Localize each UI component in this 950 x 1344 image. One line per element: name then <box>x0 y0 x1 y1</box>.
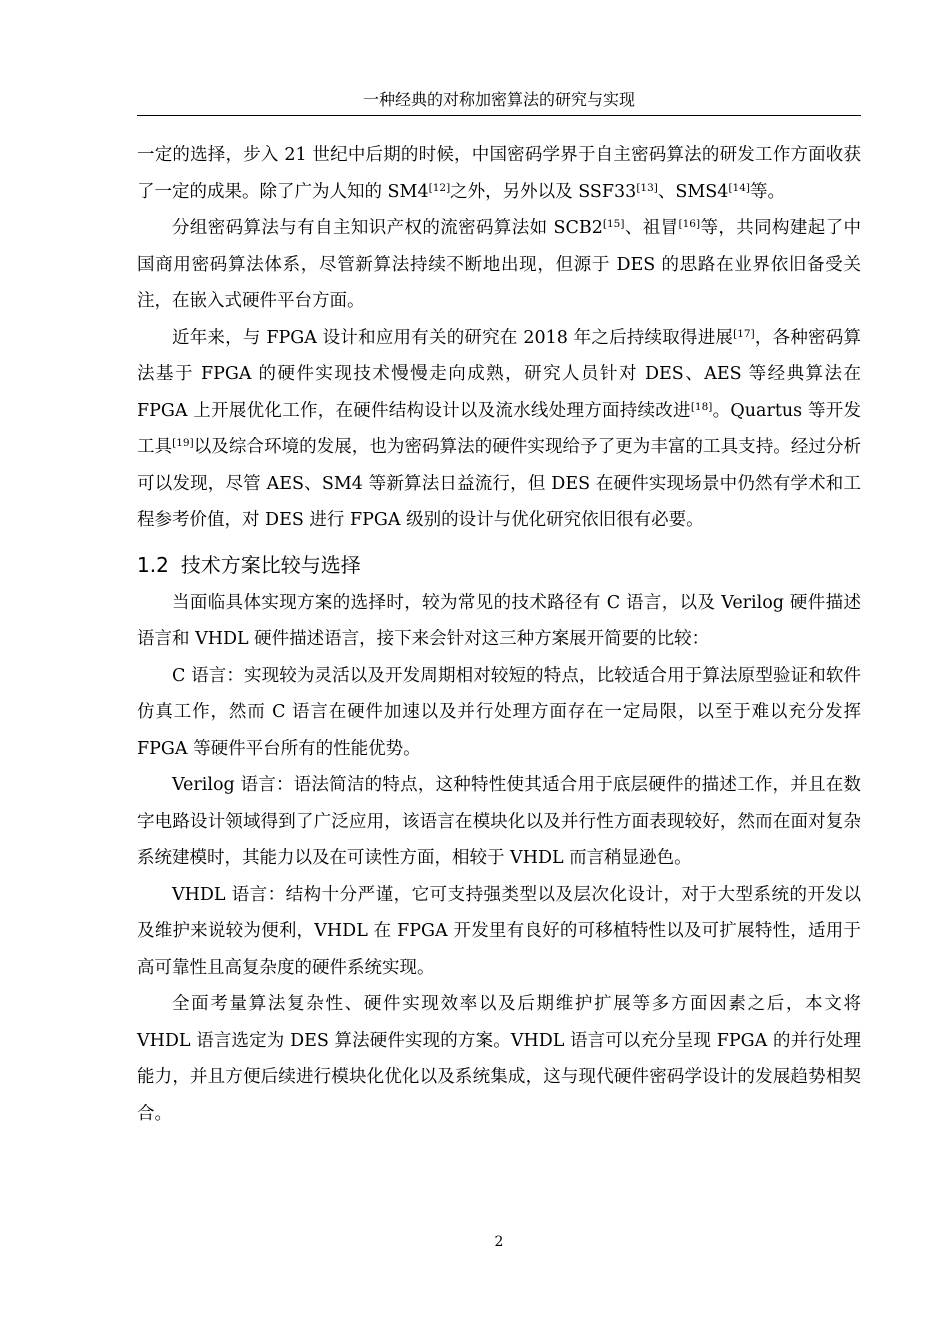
running-header: 一种经典的对称加密算法的研究与实现 <box>362 90 635 109</box>
page-body <box>137 137 861 1132</box>
header-rule <box>137 115 861 116</box>
paragraph-commercial-crypto: 分组密码算法与有自主知识产权的流密码算法如 SCB2[15]、祖冒[16]等，共同构建起了中国商用密码算法体系，尽管新算法持续不断地出现，但源于 DES 的思路在业界依旧备受关注，在嵌入式硬件平台方面。 <box>137 218 862 311</box>
citation-17: [17] <box>733 327 755 340</box>
section-number: 1.2 <box>137 552 169 577</box>
paragraph-intro: 当面临具体实现方案的选择时，较为常见的技术路径有 C 语言，以及 Verilog 硬件描述语言和 VHDL 硬件描述语言，接下来会针对这三种方案展开简要的比较： <box>137 592 861 649</box>
page-number: 2 <box>494 1234 504 1250</box>
paragraph-conclusion: 全面考量算法复杂性、硬件实现效率以及后期维护扩展等多方面因素之后，本文将 VHDL 语言选定为 DES 算法硬件实现的方案。VHDL 语言可以充分呈现 FPGA 的并行处理能力，并且方便后续进行模块化优化以及系统集成，这与现代硬件密码学设计的发展趋势相契合。 <box>137 994 861 1124</box>
paragraph-c-language: C 语言：实现较为灵活以及开发周期相对较短的特点，比较适合用于算法原型验证和软件仿真工作，然而 C 语言在硬件加速以及并行处理方面存在一定局限，以至于难以充分发挥 FPGA 等硬件平台所有的性能优势。 <box>137 665 861 759</box>
citation-18: [18] <box>690 400 713 413</box>
citation-13: [13] <box>636 181 658 194</box>
citation-14: [14] <box>728 181 750 194</box>
citation-16: [16] <box>678 218 701 230</box>
paragraph-vhdl: VHDL 语言：结构十分严谨，它可支持强类型以及层次化设计，对于大型系统的开发以及维护来说较为便利，VHDL 在 FPGA 开发里有良好的可移植特性以及可扩展特性，适用于高可靠性且高复杂度的硬件系统实现。 <box>137 884 861 978</box>
paragraph-verilog: Verilog 语言：语法简洁的特点，这种特性使其适合用于底层硬件的描述工作，并且在数字电路设计领域得到了广泛应用，该语言在模块化以及并行性方面表现较好，然而在面对复杂系统建模时，其能力以及在可读性方面，相较于 VHDL 而言稍显逊色。 <box>137 775 861 868</box>
citation-19: [19] <box>172 437 194 449</box>
paragraph-continued: 一定的选择，步入 21 世纪中后期的时候，中国密码学界于自主密码算法的研发工作方面收获了一定的成果。除了广为人知的 SM4[12]之外，另外以及 SSF33[13]、SMS4[14]等。 <box>137 145 861 202</box>
paragraph-fpga-research: 近年来，与 FPGA 设计和应用有关的研究在 2018 年之后持续取得进展[17]，各种密码算法基于 FPGA 的硬件实现技术慢慢走向成熟，研究人员针对 DES、AES 等经典算法在 FPGA 上开展优化工作，在硬件结构设计以及流水线处理方面持续改进[18]。Quartus 等开发工具[19]以及综合环境的发展，也为密码算法的硬件实现给予了更为丰富的工具支持。经过分析可以发现，尽管 AES、SM4 等新算法日益流行，但 DES 在硬件实现场景中仍然有学术和工程参考价值，对 DES 进行 FPGA 级别的设计与优化研究依旧很有必要。 <box>137 327 862 530</box>
citation-15: [15] <box>602 218 625 230</box>
section-title: 技术方案比较与选择 <box>180 552 361 577</box>
citation-12: [12] <box>428 181 451 194</box>
section-heading <box>137 548 861 582</box>
